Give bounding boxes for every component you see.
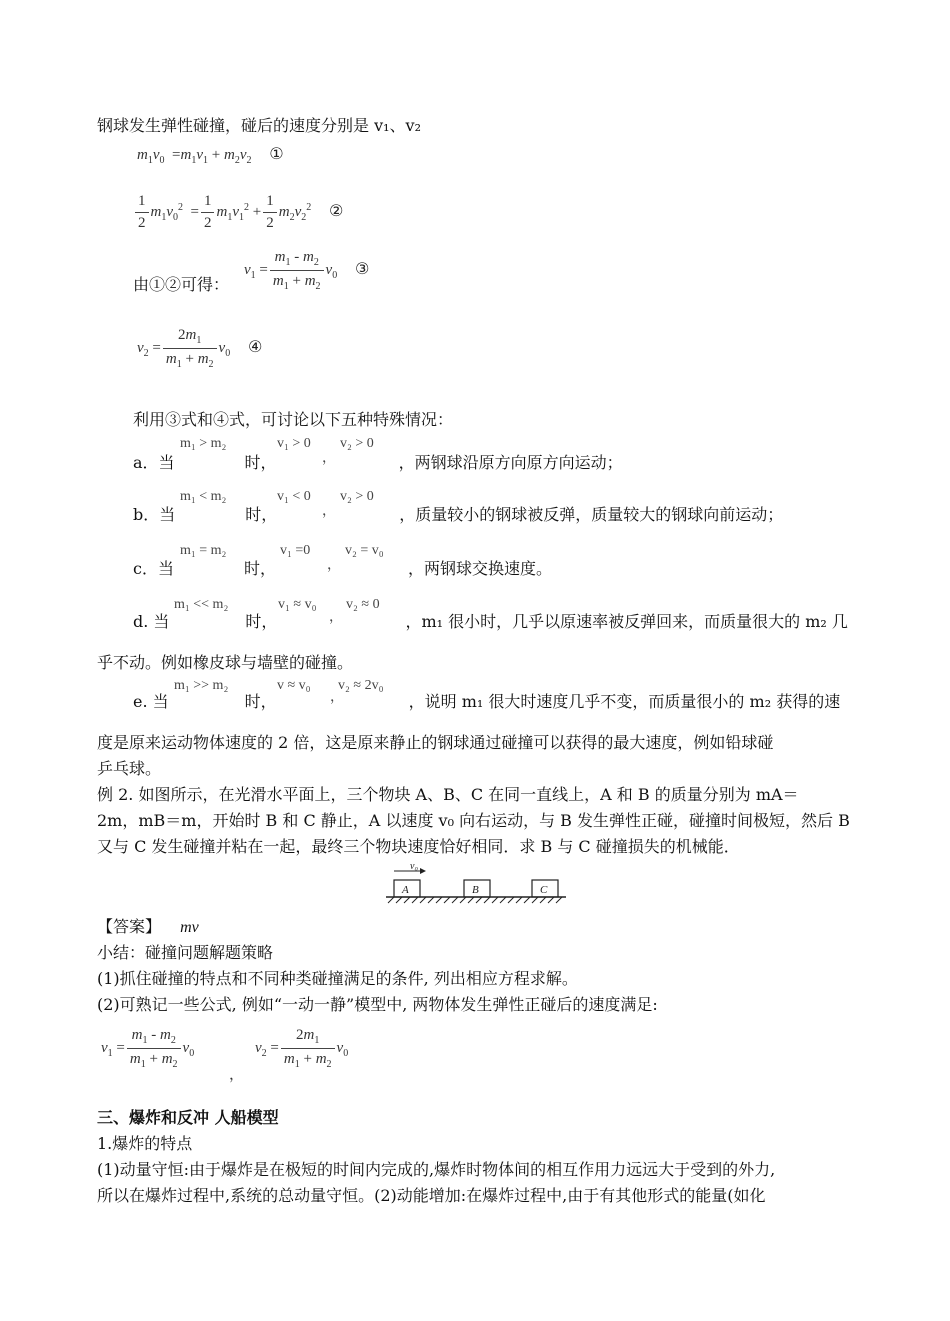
summary-equation-v2: $v_2$ = $\frac{2m_1}{m_1 + m_2}$ $v_0$ (255, 1027, 349, 1070)
marker-4: ④ (247, 336, 263, 356)
case-d-sep: ， (329, 610, 343, 625)
equation-v1: $v_1$ = $\frac{m_1 - m_2}{m_1 + m_2}$ $v_0$ ③ (244, 249, 370, 292)
case-e-sep: ， (330, 690, 344, 705)
block-a-label: A (402, 884, 409, 896)
case-a-v2: v₂ > 0 (340, 436, 374, 451)
derive-label: 由①②可得： (133, 275, 230, 294)
sub1-title: 1.爆炸的特点 (97, 1134, 193, 1153)
case-e: e. 当 时， ，说明 m₁ 很大时速度几乎不变，而质量很小的 m₂ 获得的速 (133, 692, 841, 711)
case-a: a．当 时， ，两钢球沿原方向原方向运动； (133, 453, 623, 472)
case-c-mass: m₁ = m₂ (180, 543, 227, 558)
velocity-arrowhead (420, 868, 426, 874)
case-b: b．当 时， ，质量较小的钢球被反弹，质量较大的钢球向前运动； (133, 505, 784, 524)
equation-momentum: $m_1v_0 =m_1v_1 + m_2v_2$ ① (137, 144, 284, 166)
example2-line-2: 2m，mB＝m，开始时 B 和 C 静止，A 以速度 v₀ 向右运动，与 B 发生弹性正碰，碰撞时间极短，然后 B (97, 811, 850, 830)
case-e-continued-1: 度是原来运动物体速度的 2 倍，这是原来静止的钢球通过碰撞可以获得的最大速度，例如铅球碰 (97, 733, 774, 752)
summary-equation-v1: $v_1$ = $\frac{m_1 - m_2}{m_1 + m_2}$ $v_0$ (101, 1027, 195, 1070)
case-a-sep: ， (322, 451, 336, 466)
case-e-continued-2: 乒乓球。 (97, 759, 162, 778)
case-d-v1: v₁ ≈ v₀ (278, 597, 317, 612)
case-d: d. 当 时， ，m₁ 很小时，几乎以原速率被反弹回来，而质量很大的 m₂ 几 (133, 612, 848, 631)
intro-line: 钢球发生弹性碰撞，碰后的速度分别是 v₁、v₂ (97, 116, 421, 135)
case-d-v2: v₂ ≈ 0 (346, 597, 380, 612)
case-e-v2: v₂ ≈ 2v₀ (338, 678, 384, 693)
case-b-v1: v₁ < 0 (277, 489, 311, 504)
section3-title: 三、爆炸和反冲 人船模型 (97, 1108, 279, 1127)
case-c-sep: ， (327, 558, 341, 573)
velocity-label: v₀ (410, 861, 418, 872)
answer-value: mv (180, 919, 199, 936)
case-a-v1: v₁ > 0 (277, 436, 311, 451)
case-b-v2: v₂ > 0 (340, 489, 374, 504)
equation-energy: $\frac{1}{2}$ $m_1v_0^2$ = $\frac{1}{2}$ $m_1v_1^2$ + $\frac{1}{2}$ $m_2v_2^2$ ② (133, 193, 343, 232)
case-c-v1: v₁ =0 (280, 543, 311, 558)
case-b-sep: ， (322, 504, 336, 519)
para1-line-1: (1)动量守恒:由于爆炸是在极短的时间内完成的,爆炸时物体间的相互作用力远远大于受到的外力, (97, 1160, 776, 1179)
case-a-mass: m₁ > m₂ (180, 436, 227, 451)
answer-line (97, 914, 199, 941)
summary-point-1: (1)抓住碰撞的特点和不同种类碰撞满足的条件, 列出相应方程求解。 (97, 969, 578, 988)
case-d-mass: m₁ << m₂ (174, 597, 229, 612)
para1-line-2: 所以在爆炸过程中,系统的总动量守恒。(2)动能增加:在爆炸过程中,由于有其他形式的能量(如化 (97, 1186, 766, 1205)
case-d-continued: 乎不动。例如橡皮球与墙壁的碰撞。 (97, 653, 354, 672)
summary-title: 小结：碰撞问题解题策略 (97, 943, 274, 962)
block-c-label: C (540, 884, 548, 896)
equation-v2: $v_2$ = $\frac{2m_1}{m_1 + m_2}$ $v_0$ ④ (137, 327, 263, 370)
example2-line-1: 例 2. 如图所示，在光滑水平面上，三个物块 A、B、C 在同一直线上，A 和 B 的质量分别为 mA＝ (97, 785, 799, 804)
case-e-mass: m₁ >> m₂ (174, 678, 229, 693)
answer-label: 【答案】 (97, 917, 162, 936)
use-equations-line: 利用③式和④式，可讨论以下五种特殊情况： (133, 410, 454, 429)
case-c-v2: v₂ = v₀ (345, 543, 384, 558)
summary-point-2: (2)可熟记一些公式, 例如“一动一静”模型中, 两物体发生弹性正碰后的速度满足: (97, 995, 658, 1014)
marker-2: ② (328, 200, 344, 220)
ground-hatching (388, 897, 562, 903)
blocks-figure (380, 858, 570, 906)
marker-3: ③ (354, 258, 370, 278)
example2-line-3: 又与 C 发生碰撞并粘在一起，最终三个物块速度恰好相同．求 B 与 C 碰撞损失的机械能． (97, 837, 740, 856)
case-c: c．当 时， ，两钢球交换速度。 (133, 559, 552, 578)
summary-comma: ， (229, 1067, 245, 1083)
marker-1: ① (269, 144, 284, 163)
block-b-label: B (472, 884, 479, 896)
case-e-v1: v ≈ v₀ (277, 678, 311, 693)
case-b-mass: m₁ < m₂ (180, 489, 227, 504)
